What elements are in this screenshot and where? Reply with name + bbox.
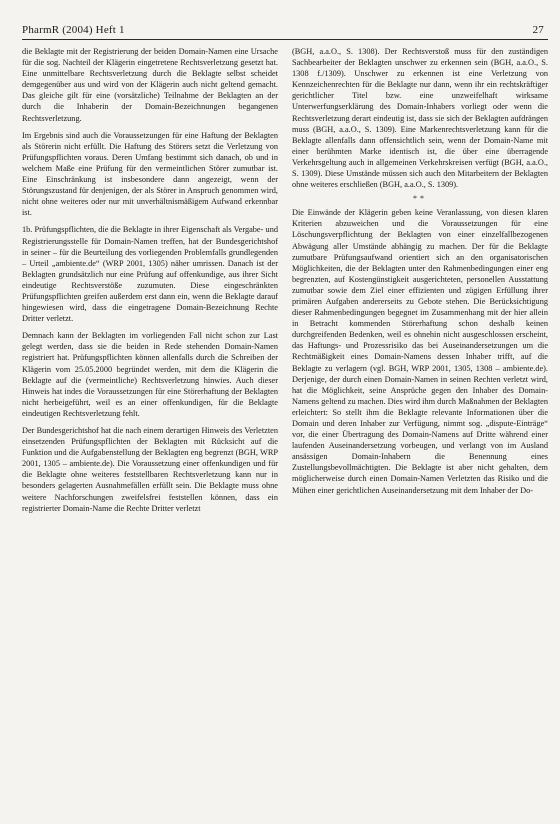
journal-citation: PharmR (2004) Heft 1	[22, 24, 125, 36]
running-head	[22, 14, 548, 36]
paragraph: Der Bundesgerichtshof hat die nach einem derartigen Hinweis des Verletzten einsetzenden Prüfungspflichten der Beklagten mit Rücksicht auf die Funktion und die Aufgabenstellung der Beklagten eng begrenzt (BGH, WRP 2001, 1305 – ambiente.de). Die Voraussetzung einer offenkundigen und für die Beklagte ohne weiteres feststellbaren Rechtsverletzung kann nur in besonders gelagerten Ausnahmefällen erfüllt sein. Die Beklagte muss ohne weitere Nachforschungen zweifelsfrei feststellen können, dass ein registrierter Domain-Name die Rechte Dritter verletzt	[22, 426, 278, 513]
paragraph: 1b. Prüfungspflichten, die die Beklagte in ihrer Eigenschaft als Vergabe- und Registrierungsstelle für Domain-Namen treffen, hat der Bundesgerichtshof in seiner – für die Beurteilung des vorliegenden Problemfalls grundlegenden – Urteil „ambiente.de“ (WRP 2001, 1305) näher umrissen. Danach ist der Beklagten grundsätzlich nur eine Prüfung auf offenkundige, aus ihrer Sicht eindeutige Rechtsverstöße zuzumuten. Diese eingeschränkten Prüfungspflichten greifen außerdem erst dann ein, wenn die Beklagte darauf hingewiesen wird, dass die eingetragene Domain-Bezeichnung Rechte Dritter verletzt.	[22, 225, 278, 324]
paragraph: die Beklagte mit der Registrierung der beiden Domain-Namen eine Ursache für die sog. Nachteil der Klägerin eingetretene Rechtsverletzung gesetzt hat. Eine unmittelbare Rechtsverletzung durch die Beklagte selbst scheidet demgegenüber aus und wird von der Klägerin auch nicht geltend gemacht. Das gleiche gilt für eine (vorsätzliche) Teilnahme der Beklagten an der durch die Inhaberin der Domain-Bezeichnungen begangenen Rechtsverletzung.	[22, 47, 278, 123]
page-number: 27	[532, 24, 544, 36]
section-separator: **	[413, 194, 427, 204]
left-column	[22, 46, 278, 816]
header-rule	[22, 39, 548, 40]
paragraph: Demnach kann der Beklagten im vorliegenden Fall nicht schon zur Last gelegt werden, dass sie die beiden in Rede stehenden Domain-Namen registriert hat. Prüfungspflichten können allenfalls durch die Schreiben der Klägerin vom 25.05.2000 begründet werden, mit dem die Klägerin die Beklagte auf die (vermeintliche) Rechtsverletzung hinwies. Auch dieser Hinweis hat indes die Voraussetzungen für eine Störerhaftung der Beklagten nicht herbeigeführt, weil es an einer offenkundigen, für die Beklagte eindeutigen Rechtsverletzung fehlt.	[22, 331, 278, 418]
paragraph: Die Einwände der Klägerin geben keine Veranlassung, von diesen klaren Kriterien abzuweichen und die Voraussetzungen für eine Löschungsverpflichtung der Beklagten von einer einzelfallbezogenen Abwägung aller Umstände abhängig zu machen. Der für die Beklagte zumutbare Prüfungsaufwand orientiert sich an den organisatorischen Möglichkeiten, die der Beklagten unter den Rahmenbedingungen einer eng begrenzten, auf Kostengünstigkeit ausgerichteten, personellen Ausstattung zumutbar sowie dem Ziel einer effizienten und zügigen Erfüllung ihrer primären Aufgaben andererseits zu Gebote stehen. Die Berücksichtigung dieser Rahmenbedingungen begegnet im Zusammenhang mit der hier allein in Betracht kommenden Störerhaftung schon deshalb keinen durchgreifenden Bedenken, weil es ohnehin nicht ausgeschlossen erscheint, das Haftungs- und Prozessrisiko das bei Auseinandersetzungen um die Rechtmäßigkeit eines Domain-Namens dessen Inhaber trifft, auf die Beklagte zu verlagern (vgl. BGH, WRP 2001, 1305, 1308 – ambiente.de). Derjenige, der durch einen Domain-Namen in seinen Rechten verletzt wird, hat die Möglichkeit, seine Ansprüche gegen den Inhaber des Domain-Namens geltend zu machen. Dies wird ihm durch Maßnahmen der Beklagten erleichtert: So stellt ihm die Beklagte relevante Informationen über die Domain und deren Inhaber zur Verfügung, nimmt sog. „dispute-Einträge“ vor, die einer Übertragung des Domain-Namens auf Dritte während einer laufenden Auseinandersetzung vorbeugen, und verlangt von im Ausland ansässigen Domain-Inhabern die Benennung eines Zustellungsbevollmächtigten. Die Beklagte ist aber nicht gehalten, dem möglicherweise durch einen Domain-Namen Verletzten das Risiko und die Mühen einer gerichtlichen Auseinandersetzung mit dem Inhaber der Do-	[292, 208, 548, 495]
right-column	[292, 46, 548, 816]
paragraph: (BGH, a.a.O., S. 1308). Der Rechtsverstoß muss für den zuständigen Sachbearbeiter der Beklagten unschwer zu erkennen sein (BGH, a.a.O., S. 1308 f./1309). Unschwer zu erkennen ist eine Verletzung von Kennzeichenrechten für die Beklagte nur dann, wenn ihr ein rechtskräftiger gerichtlicher Titel bzw. eine unzweifelhaft wirksame Unterwerfungserklärung des Domain-Inhabers vorliegt oder wenn die Rechtsverletzung derart eindeutig ist, dass sie sich der Beklagten aufdrängen muss (BGH, a.a.O., S. 1309). Eine Markenrechtsverletzung kann für die Beklagte allenfalls dann offensichtlich sein, wenn der Domain-Name mit einer berühmten Marke identisch ist, die über eine überragende Verkehrsgeltung auch in allgemeinen Verkehrskreisen verfügt (BGH, a.a.O., S. 1309). Diese Umstände müssen sich auch den Mitarbeitern der Beklagten ohne weiteres erschließen (BGH, a.a.O., S. 1309).	[292, 47, 548, 190]
text-columns	[22, 46, 548, 816]
paragraph: Im Ergebnis sind auch die Voraussetzungen für eine Haftung der Beklagten als Störerin nicht erfüllt. Die Haftung des Störers setzt die Verletzung von Prüfungspflichten voraus. Deren Umfang bestimmt sich danach, ob und in welchem Maße eine Prüfung für den vermeintlichen Störer zumutbar ist. Eine Einschränkung ist insbesondere dann angezeigt, wenn der Störungszustand für denjenigen, der als Störer in Anspruch genommen wird, nicht ohne weiteres oder nur mit unverhältnismäßigem Aufwand erkennbar ist.	[22, 130, 278, 218]
